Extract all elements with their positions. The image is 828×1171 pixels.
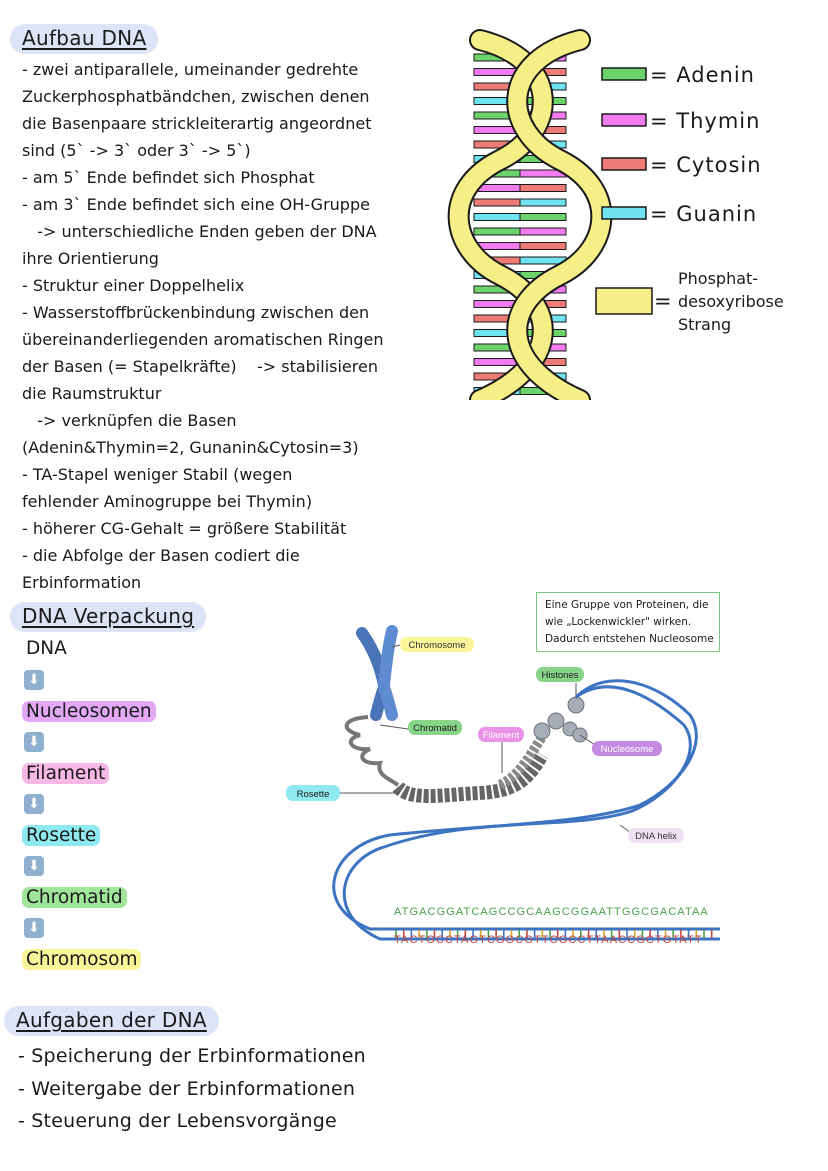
label-histones	[536, 667, 584, 682]
svg-text:= Guanin: = Guanin	[650, 202, 758, 226]
base-pair-rung	[474, 199, 520, 206]
dna-helix-illustration	[440, 20, 820, 400]
svg-text:Histones: Histones	[541, 670, 579, 681]
arrow-down-icon: ⬇	[24, 794, 44, 814]
aufbau-line: ihre Orientierung	[22, 249, 159, 268]
aufbau-line: -> verknüpfen die Basen	[22, 411, 237, 430]
sequence-bottom: TACTGCCTAGTCGGCGTTCGCCTTAACCGCTGTATT	[394, 934, 703, 945]
flow-item-chromatid: Chromatid	[22, 887, 127, 908]
flow-item-chromosom: Chromosom	[22, 949, 141, 970]
aufbau-line: übereinanderliegenden aromatischen Ringen	[22, 330, 384, 349]
flow-item-filament: Filament	[22, 763, 109, 784]
arrow-down-icon: ⬇	[24, 856, 44, 876]
base-pair-rung	[474, 359, 520, 366]
base-pair-rung	[520, 257, 566, 264]
label-chromatid	[408, 720, 462, 735]
legend-adenin	[602, 63, 755, 87]
svg-text:DNA helix: DNA helix	[635, 831, 677, 842]
aufbau-line: - höherer CG-Gehalt = größere Stabilität	[22, 519, 347, 538]
base-pair-rung	[520, 243, 566, 250]
aufbau-line: - die Abfolge der Basen codiert die	[22, 546, 300, 565]
svg-text:Chromosome: Chromosome	[408, 640, 466, 651]
aufbau-text	[22, 56, 384, 596]
aufbau-line: der Basen (= Stapelkräfte) -> stabilisieren	[22, 357, 378, 376]
flow-item-dna: DNA	[26, 638, 67, 659]
legend-backbone	[596, 269, 784, 334]
legend-guanin	[602, 202, 757, 226]
base-pair-rung	[520, 214, 566, 221]
base-pair-rung	[520, 228, 566, 235]
aufbau-line: fehlender Aminogruppe bei Thymin)	[22, 492, 313, 511]
legend-cytosin	[602, 153, 762, 177]
arrow-down-icon: ⬇	[24, 918, 44, 938]
arrow-down-icon: ⬇	[24, 670, 44, 690]
aufbau-line: sind (5` -> 3` oder 3` -> 5`)	[22, 141, 251, 160]
svg-text:Filament: Filament	[482, 730, 520, 741]
aufbau-line: - zwei antiparallele, umeinander gedrehte	[22, 60, 359, 79]
svg-text:Strang: Strang	[678, 315, 732, 334]
aufbau-line: - Wasserstoffbrückenbindung zwischen den	[22, 303, 370, 322]
flow-item-nucleosomen: Nucleosomen	[22, 701, 156, 722]
svg-text:Phosphat-: Phosphat-	[678, 269, 759, 288]
dna-packaging-diagram	[280, 625, 740, 945]
base-pair-rung	[474, 228, 520, 235]
svg-text:Nucleosome: Nucleosome	[600, 744, 654, 755]
aufbau-line: Erbinformation	[22, 573, 142, 592]
svg-text:= Thymin: = Thymin	[650, 109, 761, 133]
aufbau-line: - am 5` Ende befindet sich Phosphat	[22, 168, 315, 187]
svg-text:desoxyribose: desoxyribose	[678, 292, 784, 311]
aufgaben-list	[18, 1040, 366, 1138]
aufbau-line: -> unterschiedliche Enden geben der DNA	[22, 222, 377, 241]
aufbau-line: - am 3` Ende befindet sich eine OH-Gruppe	[22, 195, 370, 214]
list-item: - Steuerung der Lebensvorgänge	[18, 1110, 337, 1132]
label-filament	[478, 727, 524, 742]
label-chromosome	[400, 637, 474, 652]
base-pair-rung	[474, 214, 520, 221]
base-pair-rung	[520, 199, 566, 206]
legend-thymin	[602, 109, 760, 133]
svg-text:=: =	[654, 289, 673, 313]
histones-callout: Eine Gruppe von Proteinen, die wie „Lockenwickler" wirken. Dadurch entstehen Nucleosome	[536, 592, 720, 652]
list-item: - Speicherung der Erbinformationen	[18, 1045, 366, 1067]
aufbau-line: - Struktur einer Doppelhelix	[22, 276, 245, 295]
chromatid-coil	[347, 717, 398, 785]
svg-text:= Adenin: = Adenin	[650, 63, 755, 87]
label-dna-helix	[628, 828, 684, 843]
heading-aufgaben-der-dna: Aufgaben der DNA	[4, 1006, 219, 1036]
sequence-top: ATGACGGATCAGCCGCAAGCGGAATTGGCGACATAA	[394, 906, 709, 918]
label-nucleosome	[592, 741, 662, 756]
heading-aufbau-dna: Aufbau DNA	[10, 24, 158, 54]
nucleosome-beads	[534, 697, 587, 742]
chromosome-shape	[362, 631, 392, 715]
svg-text:Chromatid: Chromatid	[413, 723, 457, 734]
heading-dna-verpackung: DNA Verpackung	[10, 602, 206, 632]
aufbau-line: die Raumstruktur	[22, 384, 162, 403]
label-rosette	[286, 785, 340, 801]
arrow-down-icon: ⬇	[24, 732, 44, 752]
svg-text:Rosette: Rosette	[296, 789, 330, 800]
aufbau-line: (Adenin&Thymin=2, Gunanin&Cytosin=3)	[22, 438, 359, 457]
flow-item-rosette: Rosette	[22, 825, 100, 846]
list-item: - Weitergabe der Erbinformationen	[18, 1077, 356, 1100]
aufbau-line: die Basenpaare strickleiterartig angeordnet	[22, 114, 372, 133]
aufbau-line: - TA-Stapel weniger Stabil (wegen	[22, 465, 293, 484]
svg-text:= Cytosin: = Cytosin	[650, 153, 762, 177]
base-pair-rung	[520, 185, 566, 192]
aufbau-line: Zuckerphosphatbändchen, zwischen denen	[22, 87, 370, 106]
